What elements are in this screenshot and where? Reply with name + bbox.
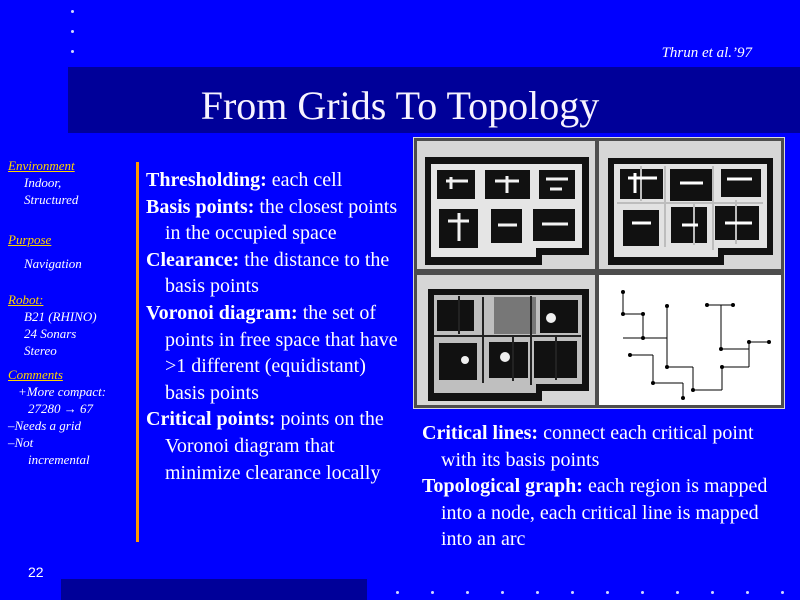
comments-line: +More compact: [18,384,107,399]
definition-term: Thresholding: [146,169,267,191]
decorative-dot [71,30,74,33]
decorative-dot [431,591,434,594]
comments-heading: Comments [8,367,63,382]
definition-item [422,473,772,553]
definition-term: Basis points: [146,195,255,218]
decorative-dot [71,50,74,53]
thresholded-grid-map [417,141,595,269]
voronoi-map-image [599,141,781,269]
robot-line: 24 Sonars [24,326,77,341]
comments-line: –Needs a grid [8,418,81,433]
map-figure [413,137,785,409]
definition-text: connect each critical point with its basis points [441,422,754,471]
comment-end-value: 67 [80,401,93,416]
thresholded-grid-map-image [417,141,595,269]
purpose-heading: Purpose [8,232,52,247]
definition-text: the set of points in free space that have >1 different (equidistant) basis points [165,301,398,404]
critical-regions-map-image [417,275,595,405]
right-definition-list [422,420,772,553]
environment-heading: Environment [8,158,75,173]
decorative-dot [606,591,609,594]
robot-line: B21 (RHINO) [24,309,97,324]
decorative-dot [676,591,679,594]
decorative-dot [71,10,74,13]
main-definition-list [146,167,401,486]
spacer [8,248,134,255]
critical-regions-map [417,275,595,405]
definition-term: Voronoi diagram: [146,301,298,324]
spacer [8,272,134,291]
definition-item [146,194,401,247]
comment-start-value: 27280 [28,401,61,416]
left-sidebar [8,157,134,468]
voronoi-map [599,141,781,269]
arrow-icon: → [63,401,77,416]
vertical-divider [136,162,139,542]
spacer [8,359,134,366]
definition-term: Topological graph: [422,475,583,498]
definition-item [146,300,401,406]
decorative-dot [536,591,539,594]
page-title: From Grids To Topology [200,83,600,128]
slide-number: 22 [28,564,44,580]
spacer [8,208,134,231]
definition-item [422,420,772,473]
decorative-dot [501,591,504,594]
definition-text: the distance to the basis points [165,248,390,298]
decorative-dot [711,591,714,594]
definition-text: points on the Voronoi diagram that minimize clearance locally [165,408,384,484]
topological-graph-image [599,275,781,405]
comments-line: –Not [8,435,34,450]
environment-line: Structured [24,192,79,207]
environment-line: Indoor, [24,175,62,190]
purpose-line: Navigation [24,256,82,271]
definition-item [146,247,401,300]
topological-graph [599,275,781,405]
citation: Thrun et al.’97 [661,45,752,61]
decorative-dot [466,591,469,594]
bottom-accent-bar [61,579,367,600]
definition-term: Clearance: [146,248,240,271]
decorative-dot [641,591,644,594]
definition-term: Critical lines: [422,422,539,444]
robot-heading: Robot: [8,292,44,307]
decorative-dot [746,591,749,594]
definition-term: Critical points: [146,408,276,431]
definition-item [146,167,401,194]
definition-text: the closest points in the occupied space [165,195,398,245]
decorative-dot [571,591,574,594]
decorative-dot [781,591,784,594]
comments-line: incremental [28,452,90,467]
definition-text: each region is mapped into a node, each critical line is mapped into an arc [441,475,768,551]
comments-line [8,400,134,417]
robot-line: Stereo [24,343,57,358]
decorative-dot [396,591,399,594]
definition-item [146,406,401,486]
definition-text: each cell [266,169,343,191]
